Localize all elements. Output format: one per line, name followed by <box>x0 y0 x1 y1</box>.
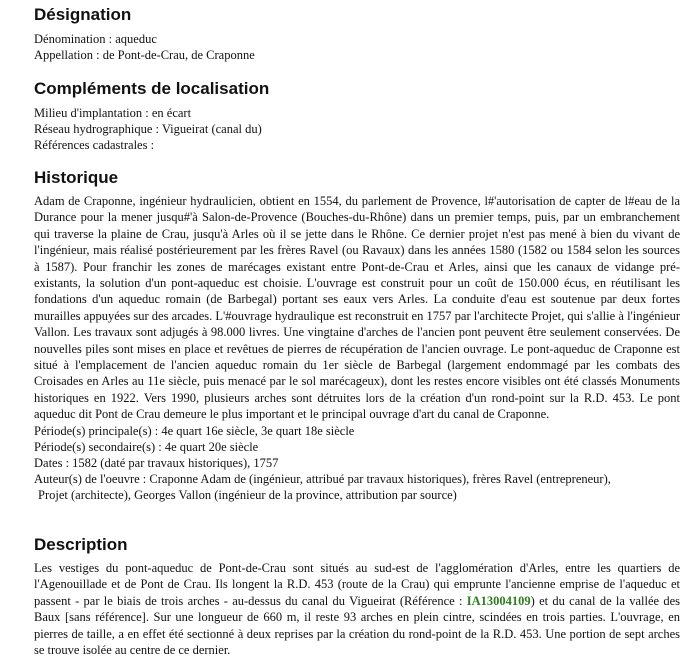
section-historique <box>34 168 680 503</box>
field-appellation: Appellation : de Pont-de-Crau, de Craponne <box>34 48 255 62</box>
reference-link[interactable]: IA13004109 <box>466 593 531 608</box>
description-text-after: ) et du canal de la vallée des Baux [sans référence]. Sur une longueur de 660 m, il reste 93 arches en plein cintre, scindées en trois parties. L'ouvrage, en pierres de taille, a en effet été sectionné à deux reprises par la création du rond-point de la R.D. 453. Une portion de sept arches se trouve isolée au centre de ce dernier. <box>34 593 680 658</box>
field-auteurs <box>34 471 680 503</box>
section-localisation <box>34 79 680 153</box>
description-text-before: Les vestiges du pont-aqueduc de Pont-de-Crau sont situés au sud-est de l'agglomération d'Arles, entre les quartiers de l'Agenouillade et de Pont de Crau. Ils longent la R.D. 453 (route de la Crau) qui emprunte l'ancienne emprise de l'aqueduc et passent - par le biais de trois arches - au-dessus du canal du Vigueirat (Référence : <box>34 561 680 608</box>
field-periode-principale: Période(s) principale(s) : 4e quart 16e siècle, 3e quart 18e siècle <box>34 423 355 438</box>
auteurs-line-2: Projet (architecte), Georges Vallon (ingénieur de la province, attribution par source) <box>38 487 457 502</box>
auteurs-line-1: Auteur(s) de l'oeuvre : Craponne Adam de (ingénieur, attribué par travaux historiques), frères Ravel (entrepreneur), <box>34 471 611 486</box>
description-paragraph <box>34 560 680 658</box>
section-description <box>34 535 680 658</box>
section-designation <box>34 5 680 63</box>
section-title-historique: Historique <box>34 168 119 187</box>
field-reseau-hydrographique: Réseau hydrographique : Vigueirat (canal du) <box>34 122 262 136</box>
section-title-designation: Désignation <box>34 5 132 24</box>
historique-paragraph: Adam de Craponne, ingénieur hydraulicien, obtient en 1554, du parlement de Provence, l#'autorisation de capter de l#eau de la Durance pour la mener jusqu#'à Salon-de-Provence (Bouches-du-Rhône) dans un premier temps, puis, par un embranchement qui traverse la plaine de Crau, jusqu'à Arles où il se jette dans le Rhône. Ce dernier projet n'est pas mené à bien du vivant de l'ingénieur, mais réalisé postérieurement par les frères Ravel (ou Ravaux) dans les années 1580 (1582 ou 1584 selon les sources à 1587). Pour franchir les zones de marécages existant entre Pont-de-Crau et Arles, ainsi que les canaux de vidange pré-existants, la solution d'un pont-aqueduc est choisie. L'ouvrage est construit pour un coût de 150.000 écus, en réutilisant les fondations d'un aqueduc romain (de Barbegal) portant ses eaux vers Arles. La conduite d'eau est soutenue par deux fortes murailles appuyées sur des arcades. L'#ouvrage hydraulique est reconstruit en 1757 par l'architecte Projet, qui s'allie à l'ingénieur Vallon. Les travaux sont adjugés à 98.000 livres. Une vingtaine d'arches de l'ancien pont peuvent être seulement conservées. De nouvelles piles sont mises en place et revêtues de pierres de récupération de l'ancien ouvrage. Le pont-aqueduc de Craponne est situé à l'emplacement de l'ancien aqueduc romain du 1er siècle de Barbegal (largement endommagé par les combats des Croisades en Arles au 11e siècle, puis menacé par le sol marécageux), dont les restes encore visibles ont été classés Monuments historiques en 1922. Vers 1990, plusieurs arches sont détruites lors de la création d'un rond-point sur la R.D. 453. Le pont aqueduc dit Pont de Crau demeure le plus important et le principal ouvrage d'art du canal de Craponne. <box>34 194 680 422</box>
section-title-localisation: Compléments de localisation <box>34 79 270 98</box>
section-title-description: Description <box>34 535 128 554</box>
field-denomination: Dénomination : aqueduc <box>34 32 157 46</box>
field-dates: Dates : 1582 (daté par travaux historiques), 1757 <box>34 455 279 470</box>
field-references-cadastrales: Références cadastrales : <box>34 138 155 152</box>
field-periode-secondaire: Période(s) secondaire(s) : 4e quart 20e siècle <box>34 439 259 454</box>
field-milieu-implantation: Milieu d'implantation : en écart <box>34 106 192 120</box>
